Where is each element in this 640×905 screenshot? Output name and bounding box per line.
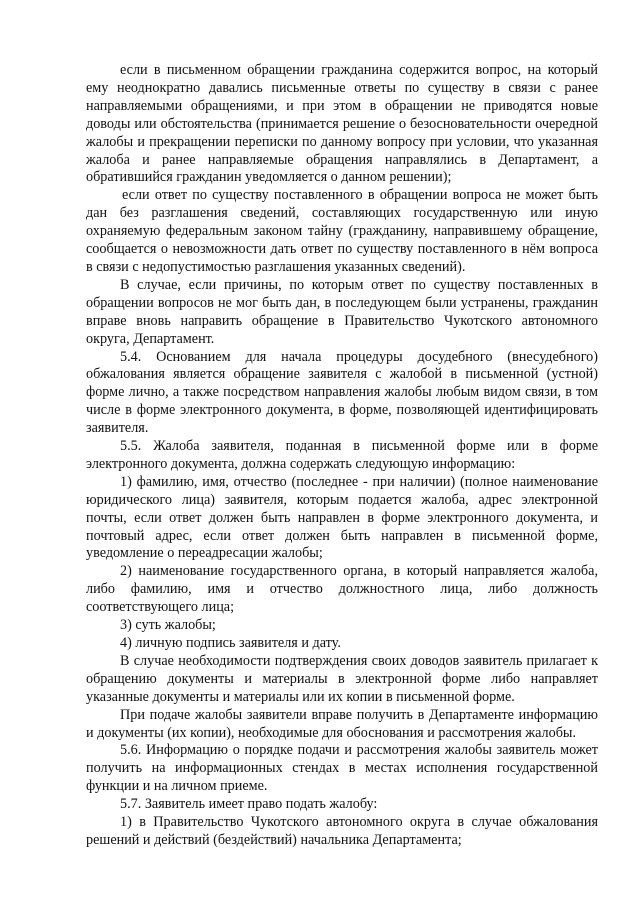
paragraph: если ответ по существу поставленного в обращении вопроса не может быть дан без разглашения сведений, составляющих государственную или иную охраняемую федеральным законом тайну (гражданину, направившему обращение, сообщается о невозможности дать ответ по существу поставленного в нём вопроса в связи с недопустимостью разглашения указанных сведений). — [86, 187, 598, 275]
paragraph: 4) личную подпись заявителя и дату. — [120, 635, 341, 651]
paragraph: В случае, если причины, по которым ответ по существу поставленных в обращении вопросов не мог быть дан, в последующем были устранены, гражданин вправе вновь направить обращение в Правительство Чукотского автономного округа, Департамент. — [86, 276, 598, 347]
paragraph: 1) фамилию, имя, отчество (последнее - при наличии) (полное наименование юридического лица) заявителя, которым подается жалоба, адрес электронной почты, если ответ должен быть направлен в форме электронного документа, и почтовый адрес, если ответ должен быть направлен в письменной форме, уведомление о переадресации жалобы; — [86, 473, 598, 562]
paragraph: 5.4. Основанием для начала процедуры досудебного (внесудебного) обжалования является обращение заявителя с жалобой в письменной (устной) форме лично, а также посредством направления жалобы любым видом связи, в том числе в форме электронного документа, в форме, позволяющей идентифицировать заявителя. — [86, 348, 598, 437]
paragraph: 5.7. Заявитель имеет право подать жалобу: — [120, 796, 378, 813]
paragraph: 5.5. Жалоба заявителя, поданная в письменной форме или в форме электронного документа, должна содержать следующую информацию: — [86, 438, 598, 472]
paragraph: если в письменном обращении гражданина содержится вопрос, на который ему неоднократно давались письменные ответы по существу в связи с ранее направляемыми обращениями, и при этом в обращении не приводятся новые доводы или обстоятельства (принимается решение о безосновательности очередной жалобы и прекращении переписки по данному вопросу при условии, что указанная жалоба и ранее направляемые обращения направлялись в Департамент, а обратившийся гражданин уведомляется о данном решении); — [86, 62, 598, 186]
document-body — [86, 62, 598, 850]
paragraph: 2) наименование государственного органа, в который направляется жалоба, либо фамилию, имя и отчество должностного лица, либо должность соответствующего лица; — [86, 563, 598, 616]
paragraph: 1) в Правительство Чукотского автономного округа в случае обжалования решений и действий (бездействий) начальника Департамента; — [86, 814, 598, 848]
paragraph: В случае необходимости подтверждения своих доводов заявитель прилагает к обращению документы и материалы в электронной форме либо направляет указанные документы и материалы или их копии в письменной форме. — [86, 652, 598, 705]
paragraph: 5.6. Информацию о порядке подачи и рассмотрения жалобы заявитель может получить на информационных стендах в местах исполнения государственной функции и на личном приеме. — [86, 742, 598, 795]
paragraph: При подаче жалобы заявители вправе получить в Департаменте информацию и документы (их копии), необходимые для обоснования и рассмотрения жалобы. — [86, 706, 598, 741]
paragraph: 3) суть жалобы; — [120, 617, 216, 634]
